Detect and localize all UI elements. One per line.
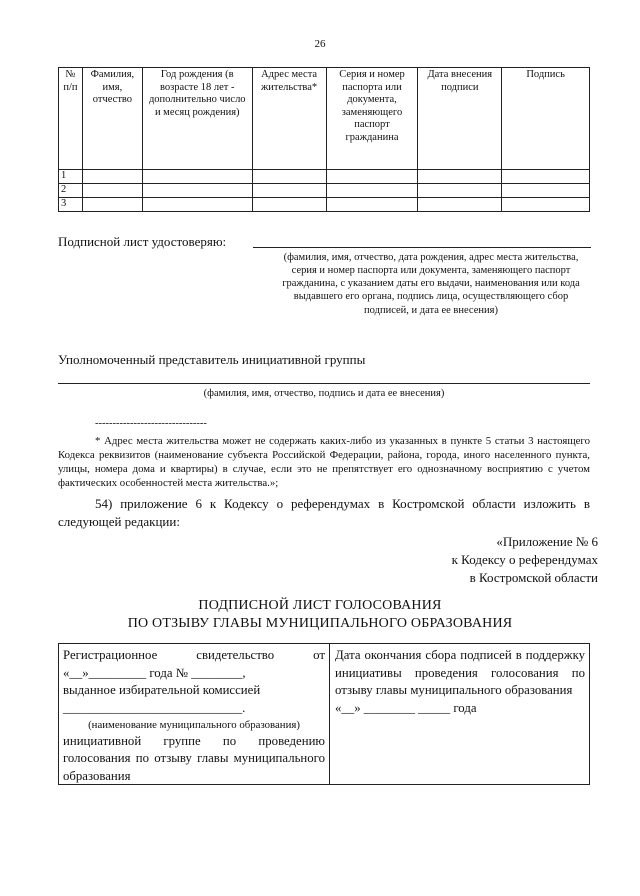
appendix-heading xyxy=(452,533,598,588)
table-cell xyxy=(82,198,142,212)
table-cell xyxy=(326,170,418,184)
table-cell xyxy=(142,198,252,212)
initiative-group-line: инициативной группе по проведению голосования по отзыву главы муниципального образования xyxy=(63,733,325,783)
representative-signature-line xyxy=(58,369,590,384)
box-divider xyxy=(329,644,330,784)
table-row xyxy=(59,198,590,212)
table-cell xyxy=(418,170,502,184)
collection-end-text: Дата окончания сбора подписей в поддержку инициативы проведения голосования по отзыву главы муниципального образования xyxy=(335,648,585,698)
title-line: ПОДПИСНОЙ ЛИСТ ГОЛОСОВАНИЯ xyxy=(198,598,442,613)
page-number: 26 xyxy=(314,38,326,50)
table-cell xyxy=(326,198,418,212)
registration-box xyxy=(58,643,590,785)
table-cell xyxy=(502,170,590,184)
document-title xyxy=(0,597,640,633)
certify-note: (фамилия, имя, отчество, дата рождения, адрес места жительства, серия и номер паспорта или документа, заменяющего паспорт гражданина, с указанием даты его выдачи, наименования или кода выдавшего его органа, подпись лица, осуществляющего сбор подписей, и дата ее внесения) xyxy=(282,252,580,316)
table-cell xyxy=(418,184,502,198)
table-cell xyxy=(252,184,326,198)
certify-signature-line xyxy=(253,232,591,248)
table-cell xyxy=(142,184,252,198)
amendment-paragraph: 54) приложение 6 к Кодексу о референдумах в Костромской области изложить в следующей редакции: xyxy=(58,496,590,530)
title-line: ПО ОТЗЫВУ ГЛАВЫ МУНИЦИПАЛЬНОГО ОБРАЗОВАНИЯ xyxy=(127,616,513,632)
certificate-line: Регистрационное свидетельство от «__»_________ года № ________, xyxy=(63,648,325,680)
table-header-row xyxy=(59,68,590,170)
table-cell xyxy=(326,184,418,198)
certify-label: Подписной лист удостоверяю: xyxy=(58,234,227,249)
header-cell: Фамилия, имя, отчество xyxy=(82,68,142,170)
header-cell: Год рождения (в возрасте 18 лет - дополнительно число и месяц рождения) xyxy=(142,68,252,170)
row-number: 1 xyxy=(59,170,83,184)
municipality-blank: ____________________________. xyxy=(63,700,246,715)
row-number: 3 xyxy=(59,198,83,212)
row-number: 2 xyxy=(59,184,83,198)
table-cell xyxy=(252,170,326,184)
table-row xyxy=(59,170,590,184)
collection-end-date-block xyxy=(335,647,585,718)
municipality-note: (наименование муниципального образования) xyxy=(88,718,300,731)
appendix-line: «Приложение № 6 xyxy=(496,534,598,549)
header-cell: Дата внесения подписи xyxy=(418,68,502,170)
collection-end-date: «__» ________ _____ года xyxy=(335,700,477,715)
registration-certificate-block xyxy=(63,647,325,785)
table-cell xyxy=(418,198,502,212)
table-cell xyxy=(252,198,326,212)
table-cell xyxy=(82,184,142,198)
footnote-separator: -------------------------------- xyxy=(95,418,207,429)
signature-table xyxy=(58,67,590,212)
commission-line: выданное избирательной комиссией xyxy=(63,683,261,698)
representative-note: (фамилия, имя, отчество, подпись и дата ее внесения) xyxy=(203,388,445,399)
table-cell xyxy=(142,170,252,184)
table-cell xyxy=(502,198,590,212)
appendix-line: в Костромской области xyxy=(469,570,598,586)
header-cell: № п/п xyxy=(59,68,83,170)
appendix-line: к Кодексу о референдумах xyxy=(451,552,598,568)
header-cell: Адрес места жительства* xyxy=(252,68,326,170)
header-cell: Серия и номер паспорта или документа, заменяющего паспорт гражданина xyxy=(326,68,418,170)
footnote-text: * Адрес места жительства может не содержать каких-либо из указанных в пункте 5 статьи 3 настоящего Кодекса реквизитов (наименование субъекта Российской Федерации, района, города, иного населенного пункта, улицы, номера дома и квартиры) в случае, если это не препятствует его однозначному восприятию с учетом фактических особенностей места жительства.»; xyxy=(58,435,590,490)
header-cell: Подпись xyxy=(502,68,590,170)
table-row xyxy=(59,184,590,198)
representative-label: Уполномоченный представитель инициативной группы xyxy=(58,352,366,367)
table-cell xyxy=(82,170,142,184)
table-cell xyxy=(502,184,590,198)
